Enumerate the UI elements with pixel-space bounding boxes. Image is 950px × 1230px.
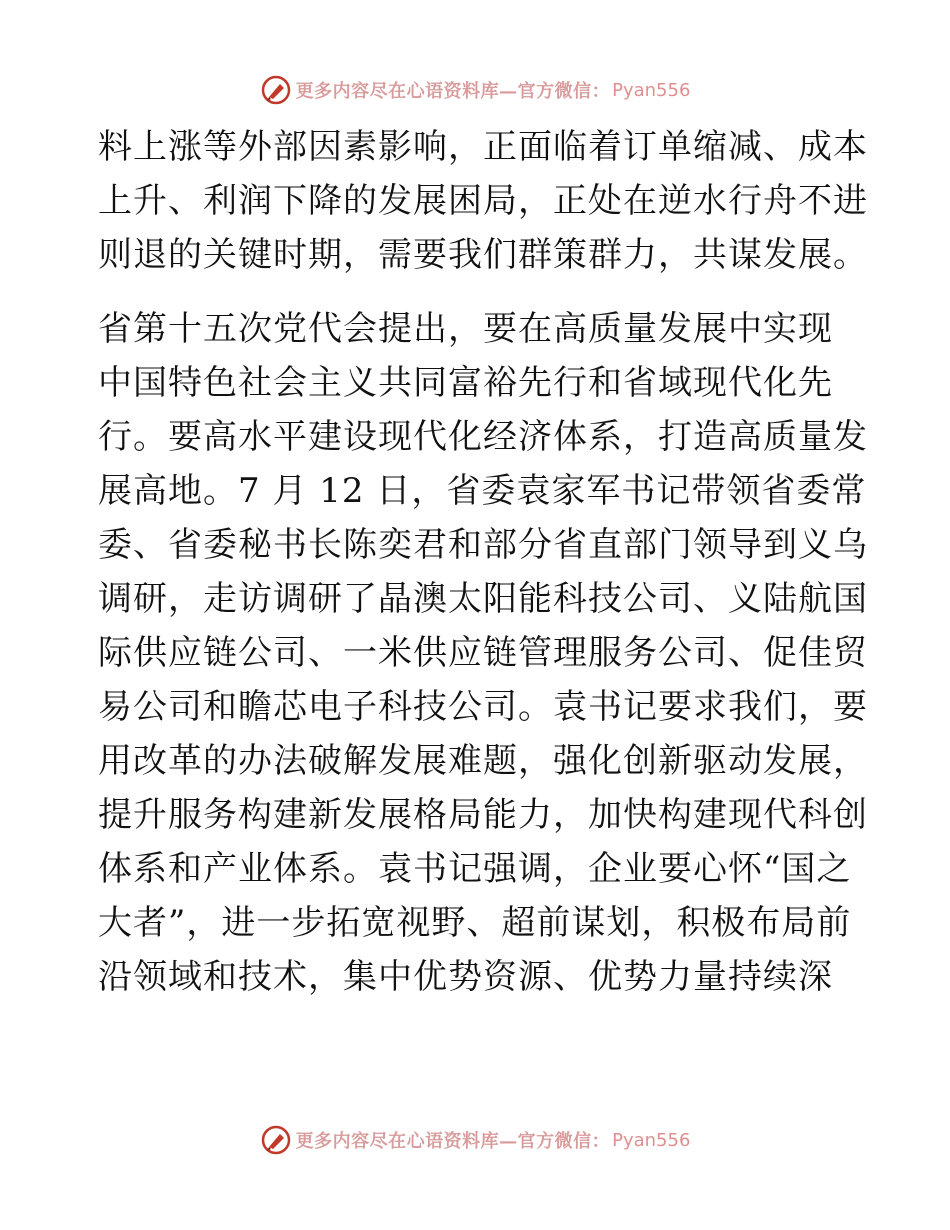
text-line: 中国特色社会主义共同富裕先行和省域现代化先	[98, 363, 833, 403]
text-line: 上升、利润下降的发展困局，正处在逆水行舟不进	[98, 181, 868, 221]
text-line: 行。要高水平建设现代化经济体系，打造高质量发	[98, 417, 868, 457]
text-line: 大者”，进一步拓宽视野、超前谋划，积极布局前	[98, 903, 852, 943]
pen-nib-logo-icon	[260, 74, 292, 106]
pen-nib-logo-icon	[260, 1124, 292, 1156]
watermark-handle: Pyan556	[612, 79, 691, 101]
text-line: 则退的关键时期，需要我们群策群力，共谋发展。	[98, 235, 868, 275]
text-line: 体系和产业体系。袁书记强调，企业要心怀“国之	[98, 849, 852, 889]
text-line: 用改革的办法破解发展难题，强化创新驱动发展，	[98, 741, 868, 781]
text-line: 料上涨等外部因素影响，正面临着订单缩减、成本	[98, 127, 868, 167]
footer-watermark	[0, 1120, 950, 1160]
watermark-text: 更多内容尽在心语资料库—官方微信：	[295, 1131, 611, 1152]
text-line: 沿领域和技术，集中优势资源、优势力量持续深	[98, 957, 833, 997]
watermark-handle: Pyan556	[612, 1129, 691, 1151]
paragraph-1	[98, 120, 868, 282]
text-line: 展高地。7 月 12 日，省委袁家军书记带领省委常	[98, 471, 867, 511]
text-line: 调研，走访调研了晶澳太阳能科技公司、义陆航国	[98, 579, 868, 619]
text-line: 提升服务构建新发展格局能力，加快构建现代科创	[98, 795, 868, 835]
header-watermark	[0, 70, 950, 110]
text-line: 省第十五次党代会提出，要在高质量发展中实现	[98, 309, 833, 349]
text-line: 易公司和瞻芯电子科技公司。袁书记要求我们，要	[98, 687, 868, 727]
document-body	[98, 120, 868, 1004]
text-line: 委、省委秘书长陈奕君和部分省直部门领导到义乌	[98, 525, 868, 565]
watermark-text: 更多内容尽在心语资料库—官方微信：	[295, 81, 611, 102]
text-line: 际供应链公司、一米供应链管理服务公司、促佳贸	[98, 633, 868, 673]
paragraph-2	[98, 302, 868, 1004]
